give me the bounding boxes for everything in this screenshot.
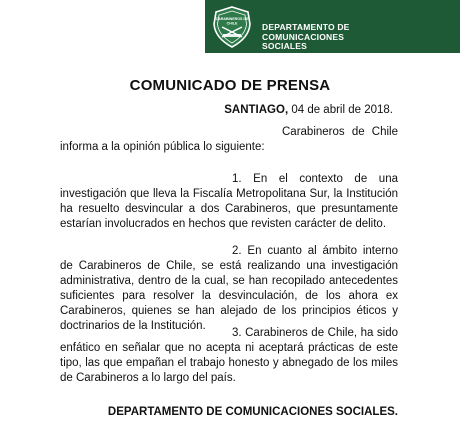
signature: DEPARTAMENTO DE COMUNICACIONES SOCIALES. — [107, 406, 398, 418]
document-title: COMUNICADO DE PRENSA — [129, 77, 331, 94]
paragraph-1: 1. En el contexto de una investigación que lleva la Fiscalía Metropolitana Sur, la Institución ha resuelto desvincular a dos Carabineros, que presuntamente estarían involucrados en hechos que revisten carácter de delito. — [60, 173, 398, 230]
dateline-city: SANTIAGO, — [224, 104, 289, 116]
emblem-top-text: CARABINEROS DE — [215, 17, 249, 21]
carabineros-emblem-icon — [208, 4, 256, 50]
paragraph-3: 3. Carabineros de Chile, ha sido enfático en señalar que no acepta ni aceptará prácticas de este tipo, las que empañan el trabajo honesto y abnegado de los miles de Carabineros a lo largo del país. — [60, 327, 398, 384]
paragraph-2: 2. En cuanto al ámbito interno de Carabineros de Chile, se está realizando una investigación administrativa, dentro de la cual, se han recopilado antecedentes suficientes para resolver la desvinculación, de los ahora ex Carabineros, quienes se han alejado de los principios éticos y doctrinarios de la Institución. — [60, 245, 398, 332]
emblem-bottom-text: CHILE — [226, 21, 238, 26]
dateline — [224, 104, 393, 116]
department-line-3: SOCIALES — [262, 41, 308, 51]
dateline-date: 04 de abril de 2018. — [288, 104, 393, 116]
department-name — [262, 23, 350, 52]
department-line-2: COMUNICACIONES — [262, 31, 345, 42]
department-line-1: DEPARTAMENTO DE — [262, 22, 350, 32]
intro-paragraph: Carabineros de Chile informa a la opinión pública lo siguiente: — [60, 126, 398, 153]
